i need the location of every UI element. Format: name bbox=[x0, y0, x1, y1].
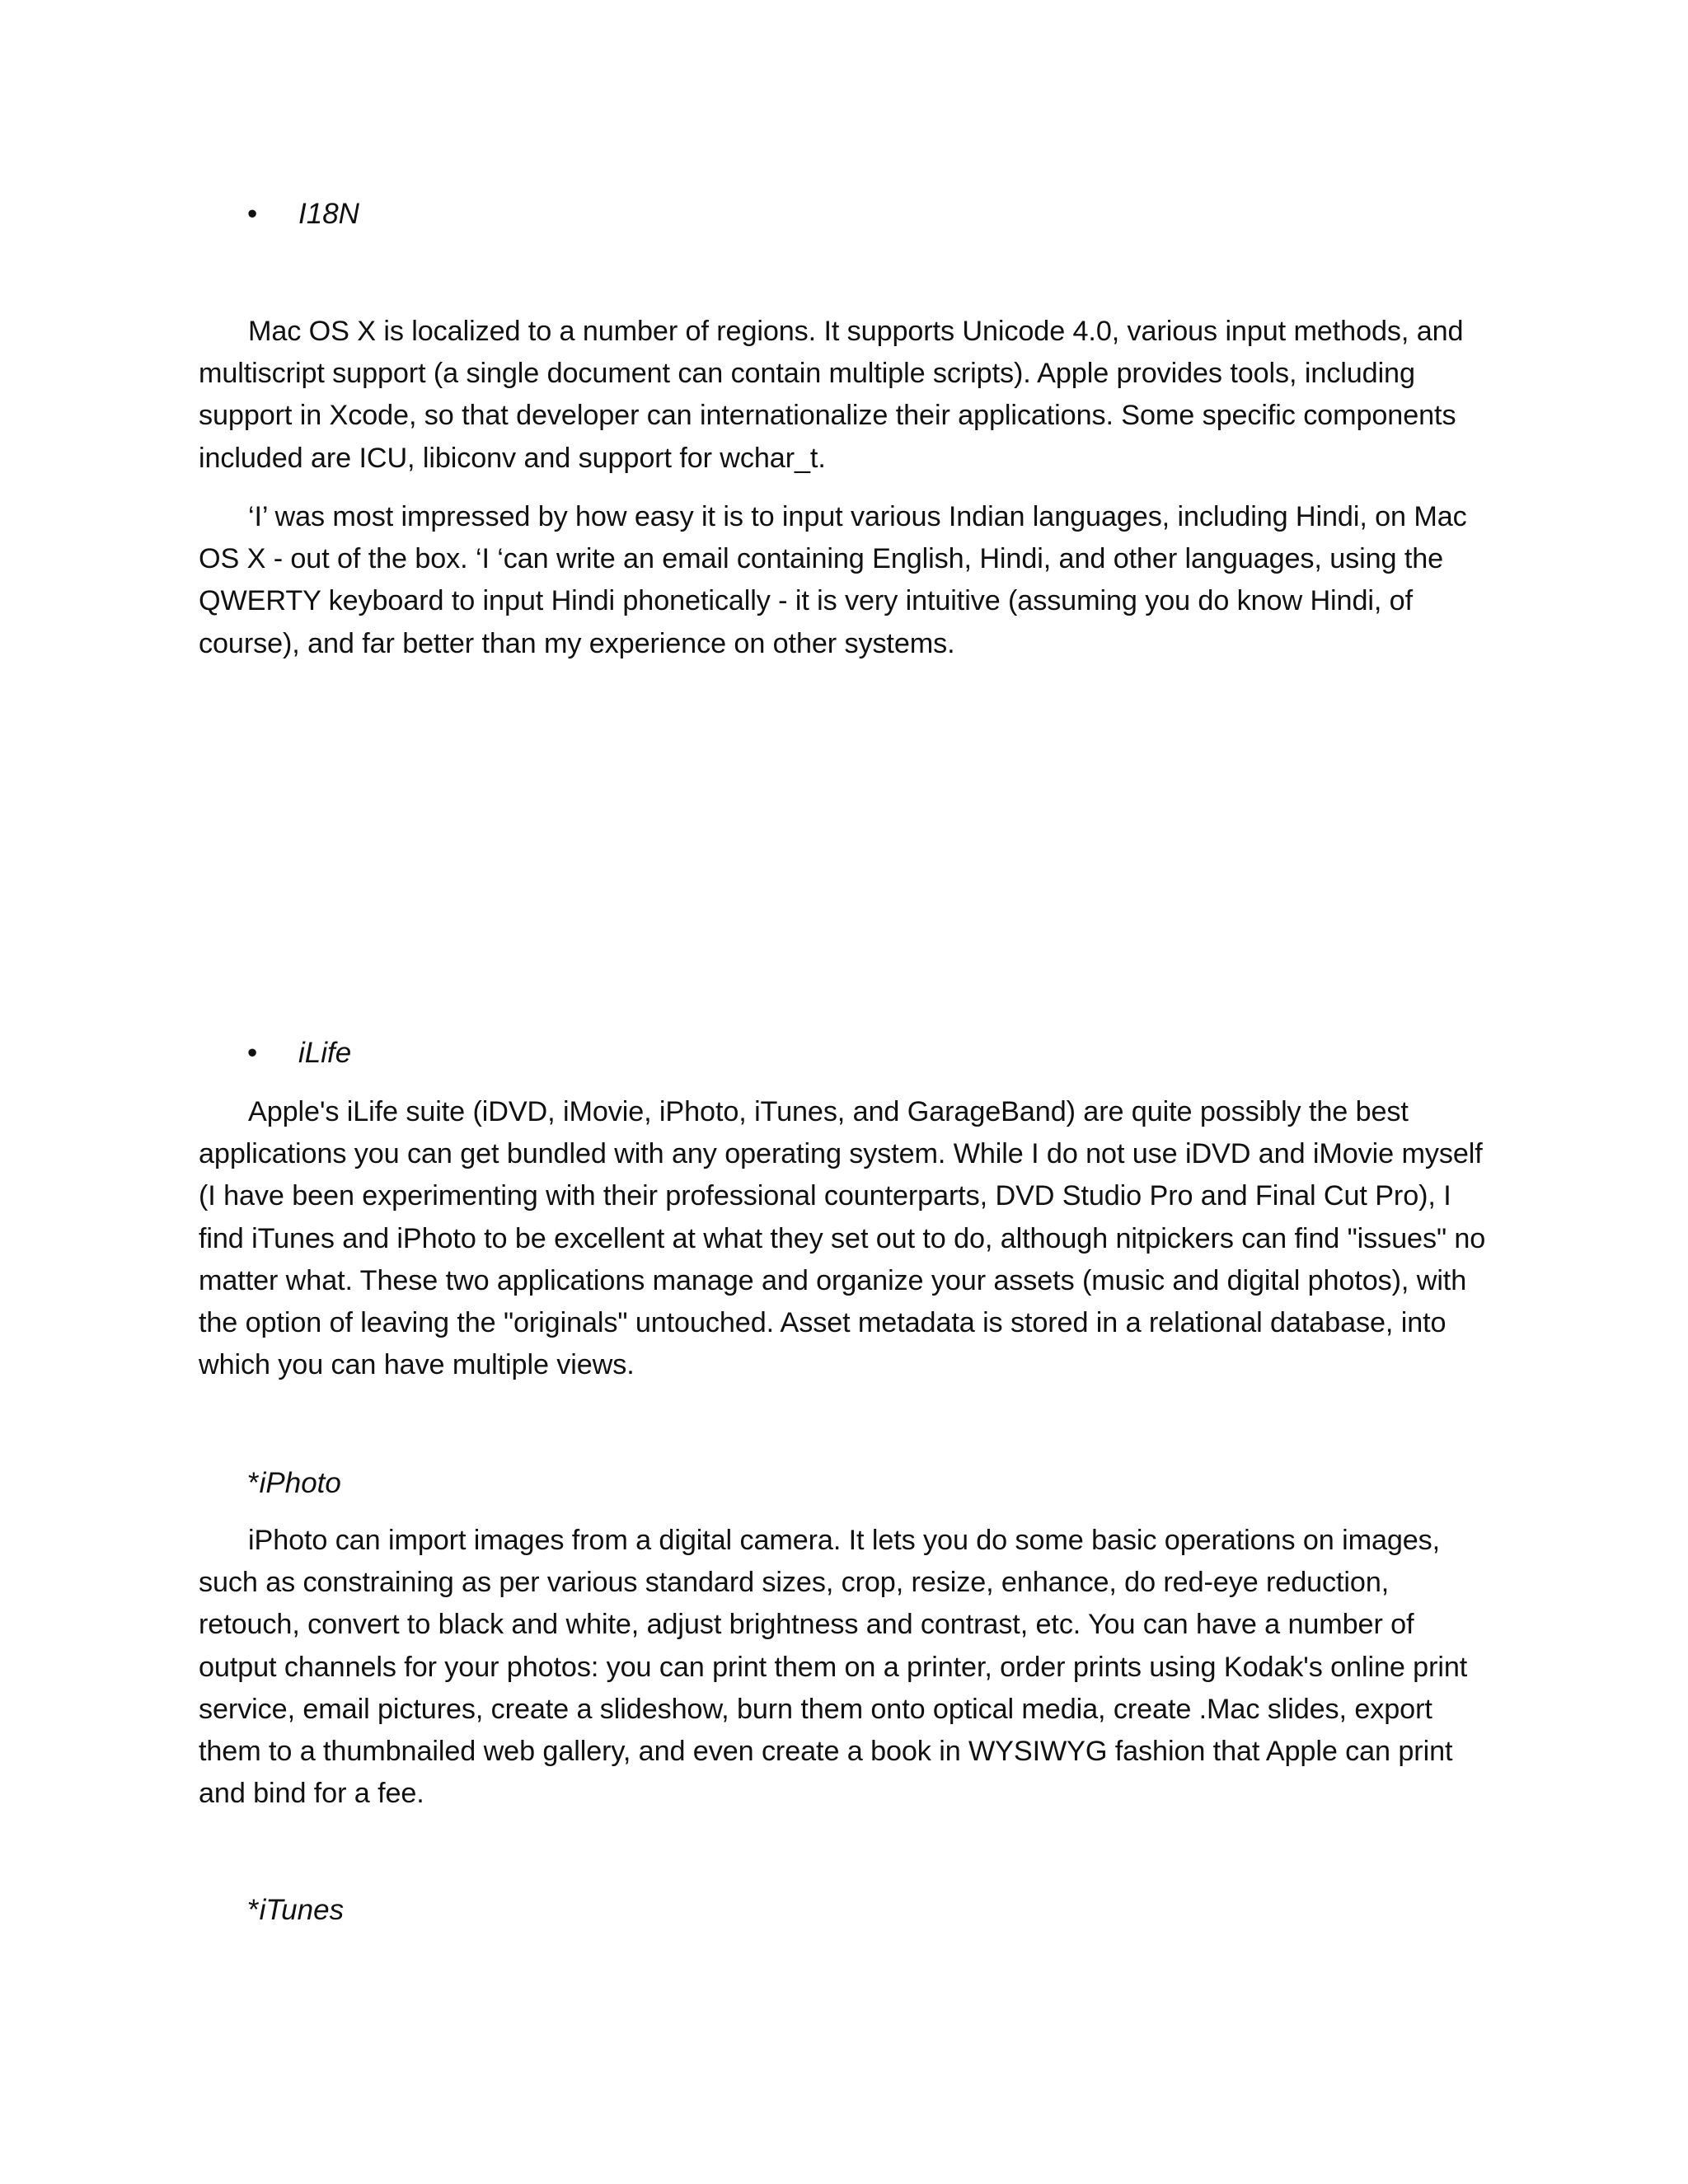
subheading-itunes bbox=[248, 1892, 344, 1929]
asterisk-marker: * bbox=[248, 1467, 260, 1499]
paragraph-iphoto: iPhoto can import images from a digital camera. It lets you do some basic operations on images, such as constraining as per various standard sizes, crop, resize, enhance, do red-eye reduction, retouch, convert to black and white, adjust brightness and contrast, etc. You can have a number of output channels for your photos: you can print them on a printer, order prints using Kodak's online print service, email pictures, create a slideshow, burn them onto optical media, create .Mac slides, export them to a thumbnailed web gallery, and even create a book in WYSIWYG fashion that Apple can print and bind for a fee. bbox=[199, 1525, 1468, 1810]
subheading-itunes-label: iTunes bbox=[259, 1894, 345, 1926]
paragraph-i18n-intro: Mac OS X is localized to a number of regions. It supports Unicode 4.0, various input methods, and multiscript support (a single document can contain multiple scripts). Apple provides tools, including support in Xcode, so that developer can internationalize their applications. Some specific components included are ICU, libiconv and support for wchar_t. bbox=[199, 316, 1464, 474]
paragraph-ilife: Apple's iLife suite (iDVD, iMovie, iPhoto, iTunes, and GarageBand) are quite possibly the best applications you can get bundled with any operating system. While I do not use iDVD and iMovie myself (I have been experimenting with their professional counterparts, DVD Studio Pro and Final Cut Pro), I find iTunes and iPhoto to be excellent at what they set out to do, although nitpickers can find "issues" no matter what. These two applications manage and organize your assets (music and digital photos), with the option of leaving the "originals" untouched. Asset metadata is stored in a relational database, into which you can have multiple views. bbox=[199, 1096, 1486, 1381]
section-heading-i18n: I18N bbox=[298, 198, 359, 230]
bullet-glyph: • bbox=[247, 198, 258, 230]
subheading-iphoto-label: iPhoto bbox=[259, 1467, 341, 1499]
section-heading-ilife: iLife bbox=[298, 1037, 352, 1069]
bullet-glyph: • bbox=[247, 1037, 258, 1069]
bullet-item-i18n bbox=[247, 196, 359, 232]
bullet-item-ilife bbox=[247, 1035, 351, 1071]
subheading-iphoto bbox=[248, 1465, 341, 1502]
paragraph-i18n-experience: ‘I’ was most impressed by how easy it is to input various Indian languages, including Hindi, on Mac OS X - out of the box. ‘I ‘can write an email containing English, Hindi, and other languages, using the QWERTY keyboard to input Hindi phonetically - it is very intuitive (assuming you do know Hindi, of course), and far better than my experience on other systems. bbox=[199, 501, 1467, 659]
asterisk-marker: * bbox=[248, 1894, 260, 1926]
